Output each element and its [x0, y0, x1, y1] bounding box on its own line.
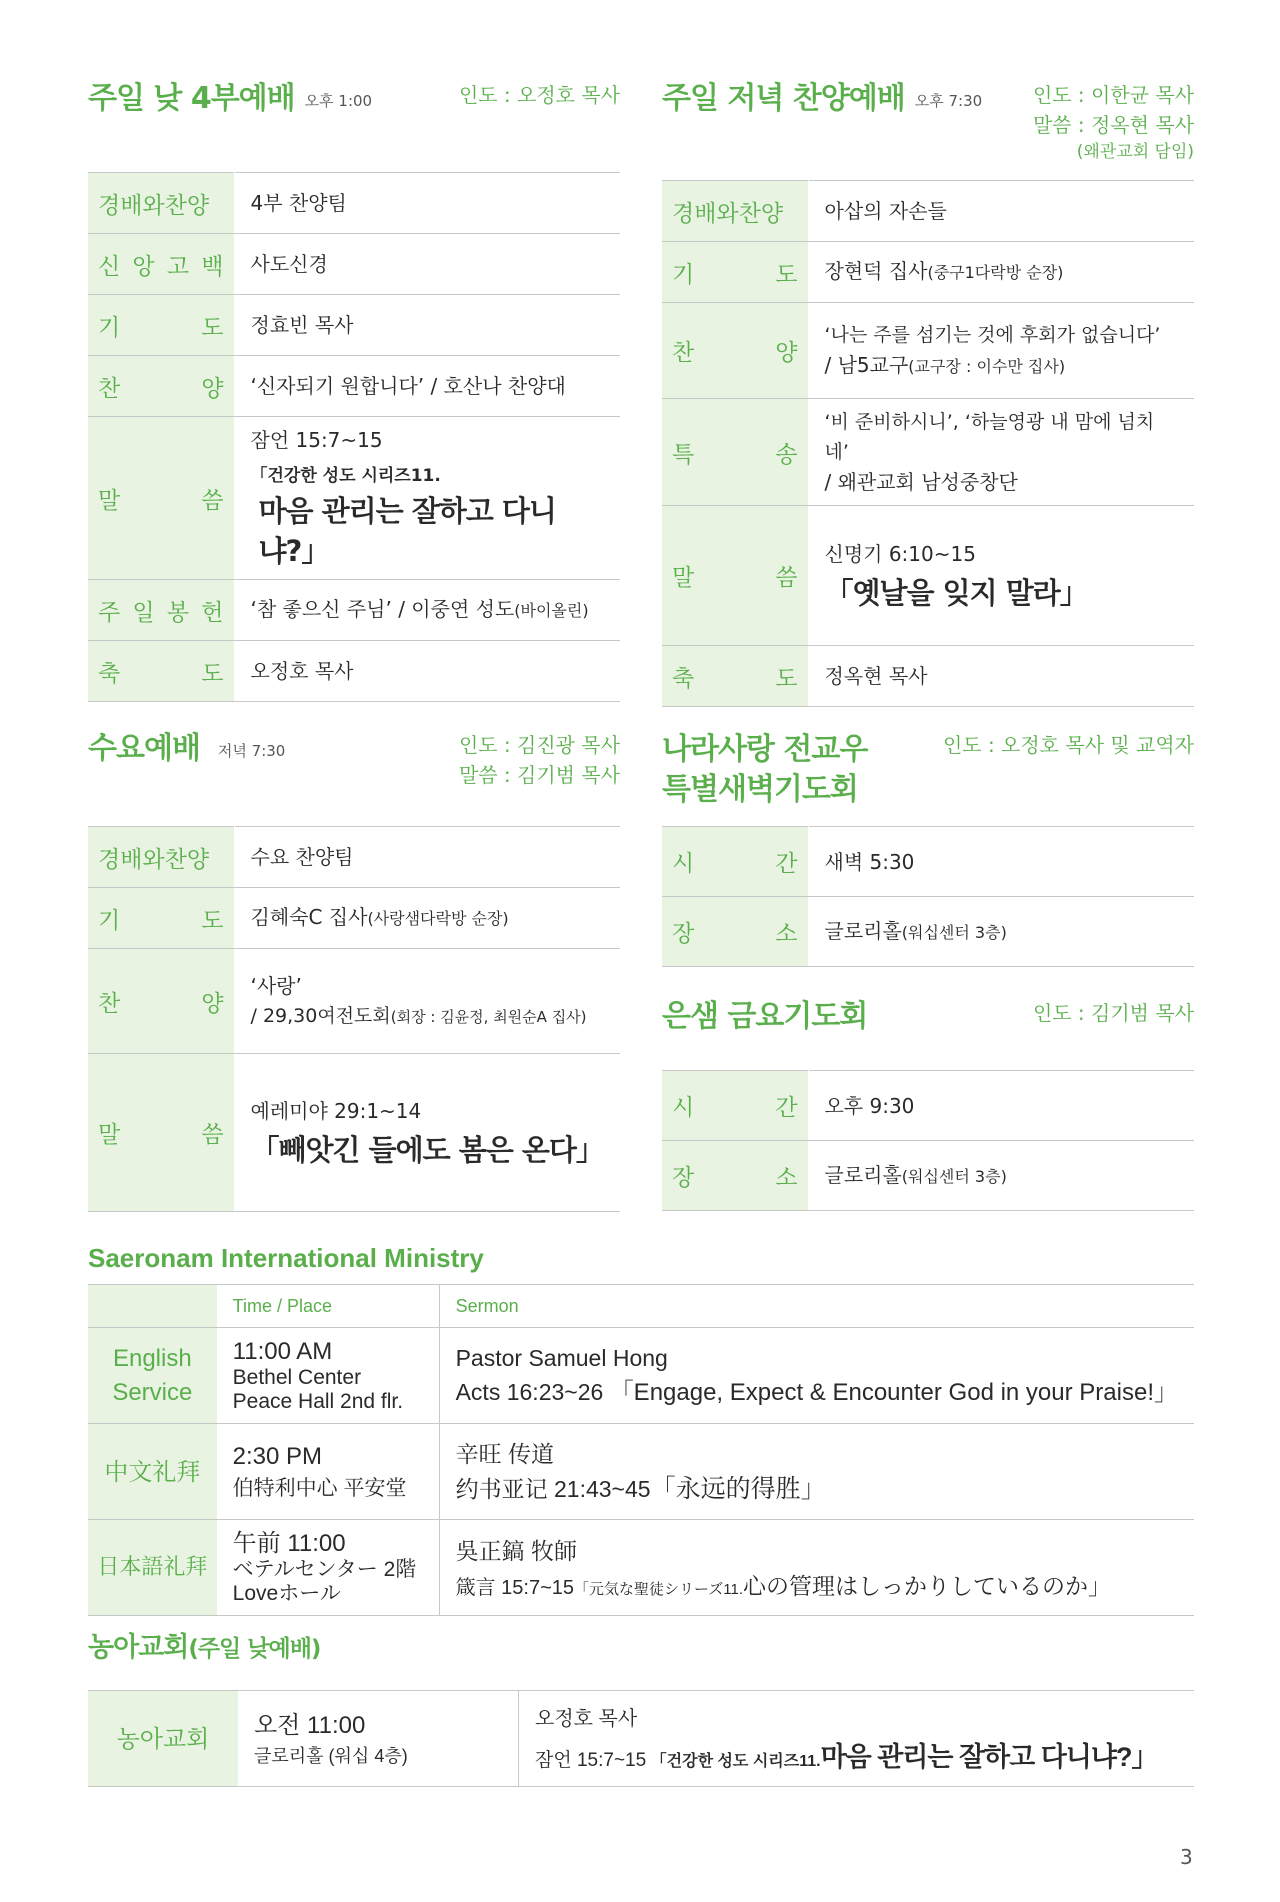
sunday-evening-service: [662, 62, 1194, 707]
table-row: [88, 234, 620, 295]
service-label: 中文礼拜: [88, 1424, 217, 1520]
row-value: 정효빈 목사: [234, 295, 620, 356]
row-label: 말 씀: [662, 506, 808, 646]
row-value: ‘사랑’ / 29,30여전도회(회장 : 김윤정, 최원순A 집사): [234, 949, 620, 1054]
table-row: [662, 303, 1194, 399]
row-value: [808, 506, 1194, 646]
table-row: [88, 295, 620, 356]
sermon-title: 「빼앗긴 들에도 봄은 온다」: [250, 1132, 604, 1167]
section-title: 수요예배 $^{저녁 7:30}$: [88, 731, 286, 766]
table-row: [88, 580, 620, 641]
table-row: [88, 827, 620, 888]
row-value: 김혜숙C 집사(사랑샘다락방 순장): [234, 888, 620, 949]
row-value: [234, 1054, 620, 1212]
time-place: 2:30 PM 伯特利中心 平安堂: [217, 1424, 439, 1520]
section-title: 주일 낮 4부예배 $^{오후 1:00}$: [88, 81, 373, 116]
time-place: 11:00 AM Bethel Center Peace Hall 2nd flr.: [217, 1328, 439, 1424]
service-label: English Service: [88, 1328, 217, 1424]
sermon-info: 辛旺 传道 约书亚记 21:43~45「永远的得胜」: [439, 1424, 1194, 1520]
table-row: [88, 1328, 1194, 1424]
service-time: 저녁 7:30: [217, 742, 286, 760]
section-title: 은샘 금요기도회: [662, 999, 868, 1034]
table-row: [662, 399, 1194, 506]
header-blank: [88, 1285, 217, 1328]
table-row: [88, 888, 620, 949]
page-number: 3: [1180, 1845, 1193, 1869]
section-header: [662, 712, 1194, 826]
wednesday-service: [88, 712, 620, 1212]
section-header: [88, 712, 620, 826]
sermon-info: Pastor Samuel Hong Acts 16:23~26 「Engage, Expect & Encounter God in your Praise!」: [439, 1328, 1194, 1424]
row-label: 기 도: [88, 295, 234, 356]
ministry-table: [88, 1284, 1194, 1616]
row-value: 글로리홀(워십센터 3층): [808, 1141, 1194, 1211]
section-header: [662, 62, 1194, 172]
sermon-info: 吳正鎬 牧師 箴言 15:7~15「元気な聖徒シリーズ11.心の管理はしっかりしているのか」: [439, 1520, 1194, 1616]
service-time: 오후 1:00: [304, 92, 373, 110]
table-row: [662, 646, 1194, 707]
row-value: ‘나는 주를 섬기는 것에 후회가 없습니다’ / 남5교구(교구장 : 이수만 집사): [808, 303, 1194, 399]
row-value: ‘참 좋으신 주님’ / 이중연 성도(바이올린): [234, 580, 620, 641]
table-row: [88, 1424, 1194, 1520]
table-row: [88, 417, 620, 580]
row-value: 글로리홀(워십센터 3층): [808, 897, 1194, 967]
row-value: ‘신자되기 원합니다’ / 호산나 찬양대: [234, 356, 620, 417]
row-label: 시 간: [662, 827, 808, 897]
row-label: 경배와찬양: [88, 827, 234, 888]
table-row: [662, 1071, 1194, 1141]
table-row: [88, 1054, 620, 1212]
table-header-row: [88, 1285, 1194, 1328]
row-label: 축 도: [662, 646, 808, 707]
row-value: ‘비 준비하시니’, ‘하늘영광 내 맘에 넘치네’ / 왜관교회 남성중창단: [808, 399, 1194, 506]
service-label: 日本語礼拜: [88, 1520, 217, 1616]
row-label: 찬 양: [88, 949, 234, 1054]
sermon-title: 마음 관리는 잘하고 다니냐?」: [258, 494, 556, 568]
row-label: 말 씀: [88, 1054, 234, 1212]
order-table: [88, 172, 620, 702]
service-label: 농아교회: [88, 1691, 238, 1787]
deaf-church-table: [88, 1690, 1194, 1787]
header-sermon: Sermon: [439, 1285, 1194, 1328]
row-label: 시 간: [662, 1071, 808, 1141]
section-title: 농아교회(주일 낮예배): [88, 1632, 321, 1663]
row-value: 수요 찬양팀: [234, 827, 620, 888]
table-row: [88, 173, 620, 234]
row-label: 경배와찬양: [88, 173, 234, 234]
scripture-ref: 예레미야 29:1~14: [250, 1098, 422, 1123]
row-value: 정옥현 목사: [808, 646, 1194, 707]
table-row: [662, 897, 1194, 967]
table-row: [662, 242, 1194, 303]
section-header: [662, 980, 1194, 1070]
row-value: 오정호 목사: [234, 641, 620, 702]
sermon-title: 「옛날을 잊지 말라」: [824, 575, 1088, 610]
leader-text: 인도 : 오정호 목사: [458, 83, 620, 107]
row-label: 장 소: [662, 897, 808, 967]
leader-text: 인도 : 오정호 목사 및 교역자: [942, 733, 1194, 757]
row-label: 기 도: [662, 242, 808, 303]
row-value: [234, 417, 620, 580]
row-value: 사도신경: [234, 234, 620, 295]
row-value: 오후 9:30: [808, 1071, 1194, 1141]
table-row: [88, 1691, 1194, 1787]
row-label: 특 송: [662, 399, 808, 506]
table-row: [662, 181, 1194, 242]
row-label: 기 도: [88, 888, 234, 949]
sunday-4th-service: [88, 62, 620, 702]
section-header: [88, 62, 620, 172]
order-table: [88, 826, 620, 1212]
row-label: 축 도: [88, 641, 234, 702]
order-table: [662, 1070, 1194, 1211]
order-table: [662, 180, 1194, 707]
section-title: 나라사랑 전교우 특별새벽기도회: [662, 732, 868, 807]
sermon-info: 오정호 목사 잠언 15:7~15 「건강한 성도 시리즈11.마음 관리는 잘하고 다니냐?」: [519, 1691, 1195, 1787]
row-label: 장 소: [662, 1141, 808, 1211]
section-title: Saeronam International Ministry: [88, 1243, 484, 1273]
time-place: 午前 11:00 ベテルセンター 2階 Loveホール: [217, 1520, 439, 1616]
table-row: [88, 1520, 1194, 1616]
row-label: 경배와찬양: [662, 181, 808, 242]
row-value: 아삽의 자손들: [808, 181, 1194, 242]
section-title: 주일 저녁 찬양예배 $^{오후 7:30}$: [662, 81, 983, 116]
row-value: 장현덕 집사(중구1다락방 순장): [808, 242, 1194, 303]
row-label: 찬 양: [662, 303, 808, 399]
row-label: 신 앙 고 백: [88, 234, 234, 295]
friday-prayer-meeting: [662, 980, 1194, 1211]
table-row: [662, 506, 1194, 646]
order-table: [662, 826, 1194, 967]
table-row: [88, 949, 620, 1054]
table-row: [88, 641, 620, 702]
row-value: 새벽 5:30: [808, 827, 1194, 897]
table-row: [662, 827, 1194, 897]
leader-text: 인도 : 김진광 목사 말씀 : 김기범 목사: [458, 733, 620, 787]
leader-text: 인도 : 이한균 목사 말씀 : 정옥현 목사 (왜관교회 담임): [1032, 83, 1194, 162]
dawn-prayer-meeting: [662, 712, 1194, 967]
row-label: 찬 양: [88, 356, 234, 417]
table-row: [662, 1141, 1194, 1211]
deaf-church: [88, 1630, 1194, 1787]
international-ministry: [88, 1238, 1194, 1616]
scripture-ref: 신명기 6:10~15: [824, 541, 976, 566]
row-label: 말 씀: [88, 417, 234, 580]
sermon-series: 「건강한 성도 시리즈11.: [250, 466, 441, 486]
table-row: [88, 356, 620, 417]
leader-text: 인도 : 김기범 목사: [1032, 1001, 1194, 1025]
time-place: 오전 11:00 글로리홀 (워십 4층): [238, 1691, 519, 1787]
row-label: 주 일 봉 헌: [88, 580, 234, 641]
service-time: 오후 7:30: [914, 92, 983, 110]
scripture-ref: 잠언 15:7~15: [250, 428, 383, 452]
header-time-place: Time / Place: [217, 1285, 439, 1328]
row-value: 4부 찬양팀: [234, 173, 620, 234]
